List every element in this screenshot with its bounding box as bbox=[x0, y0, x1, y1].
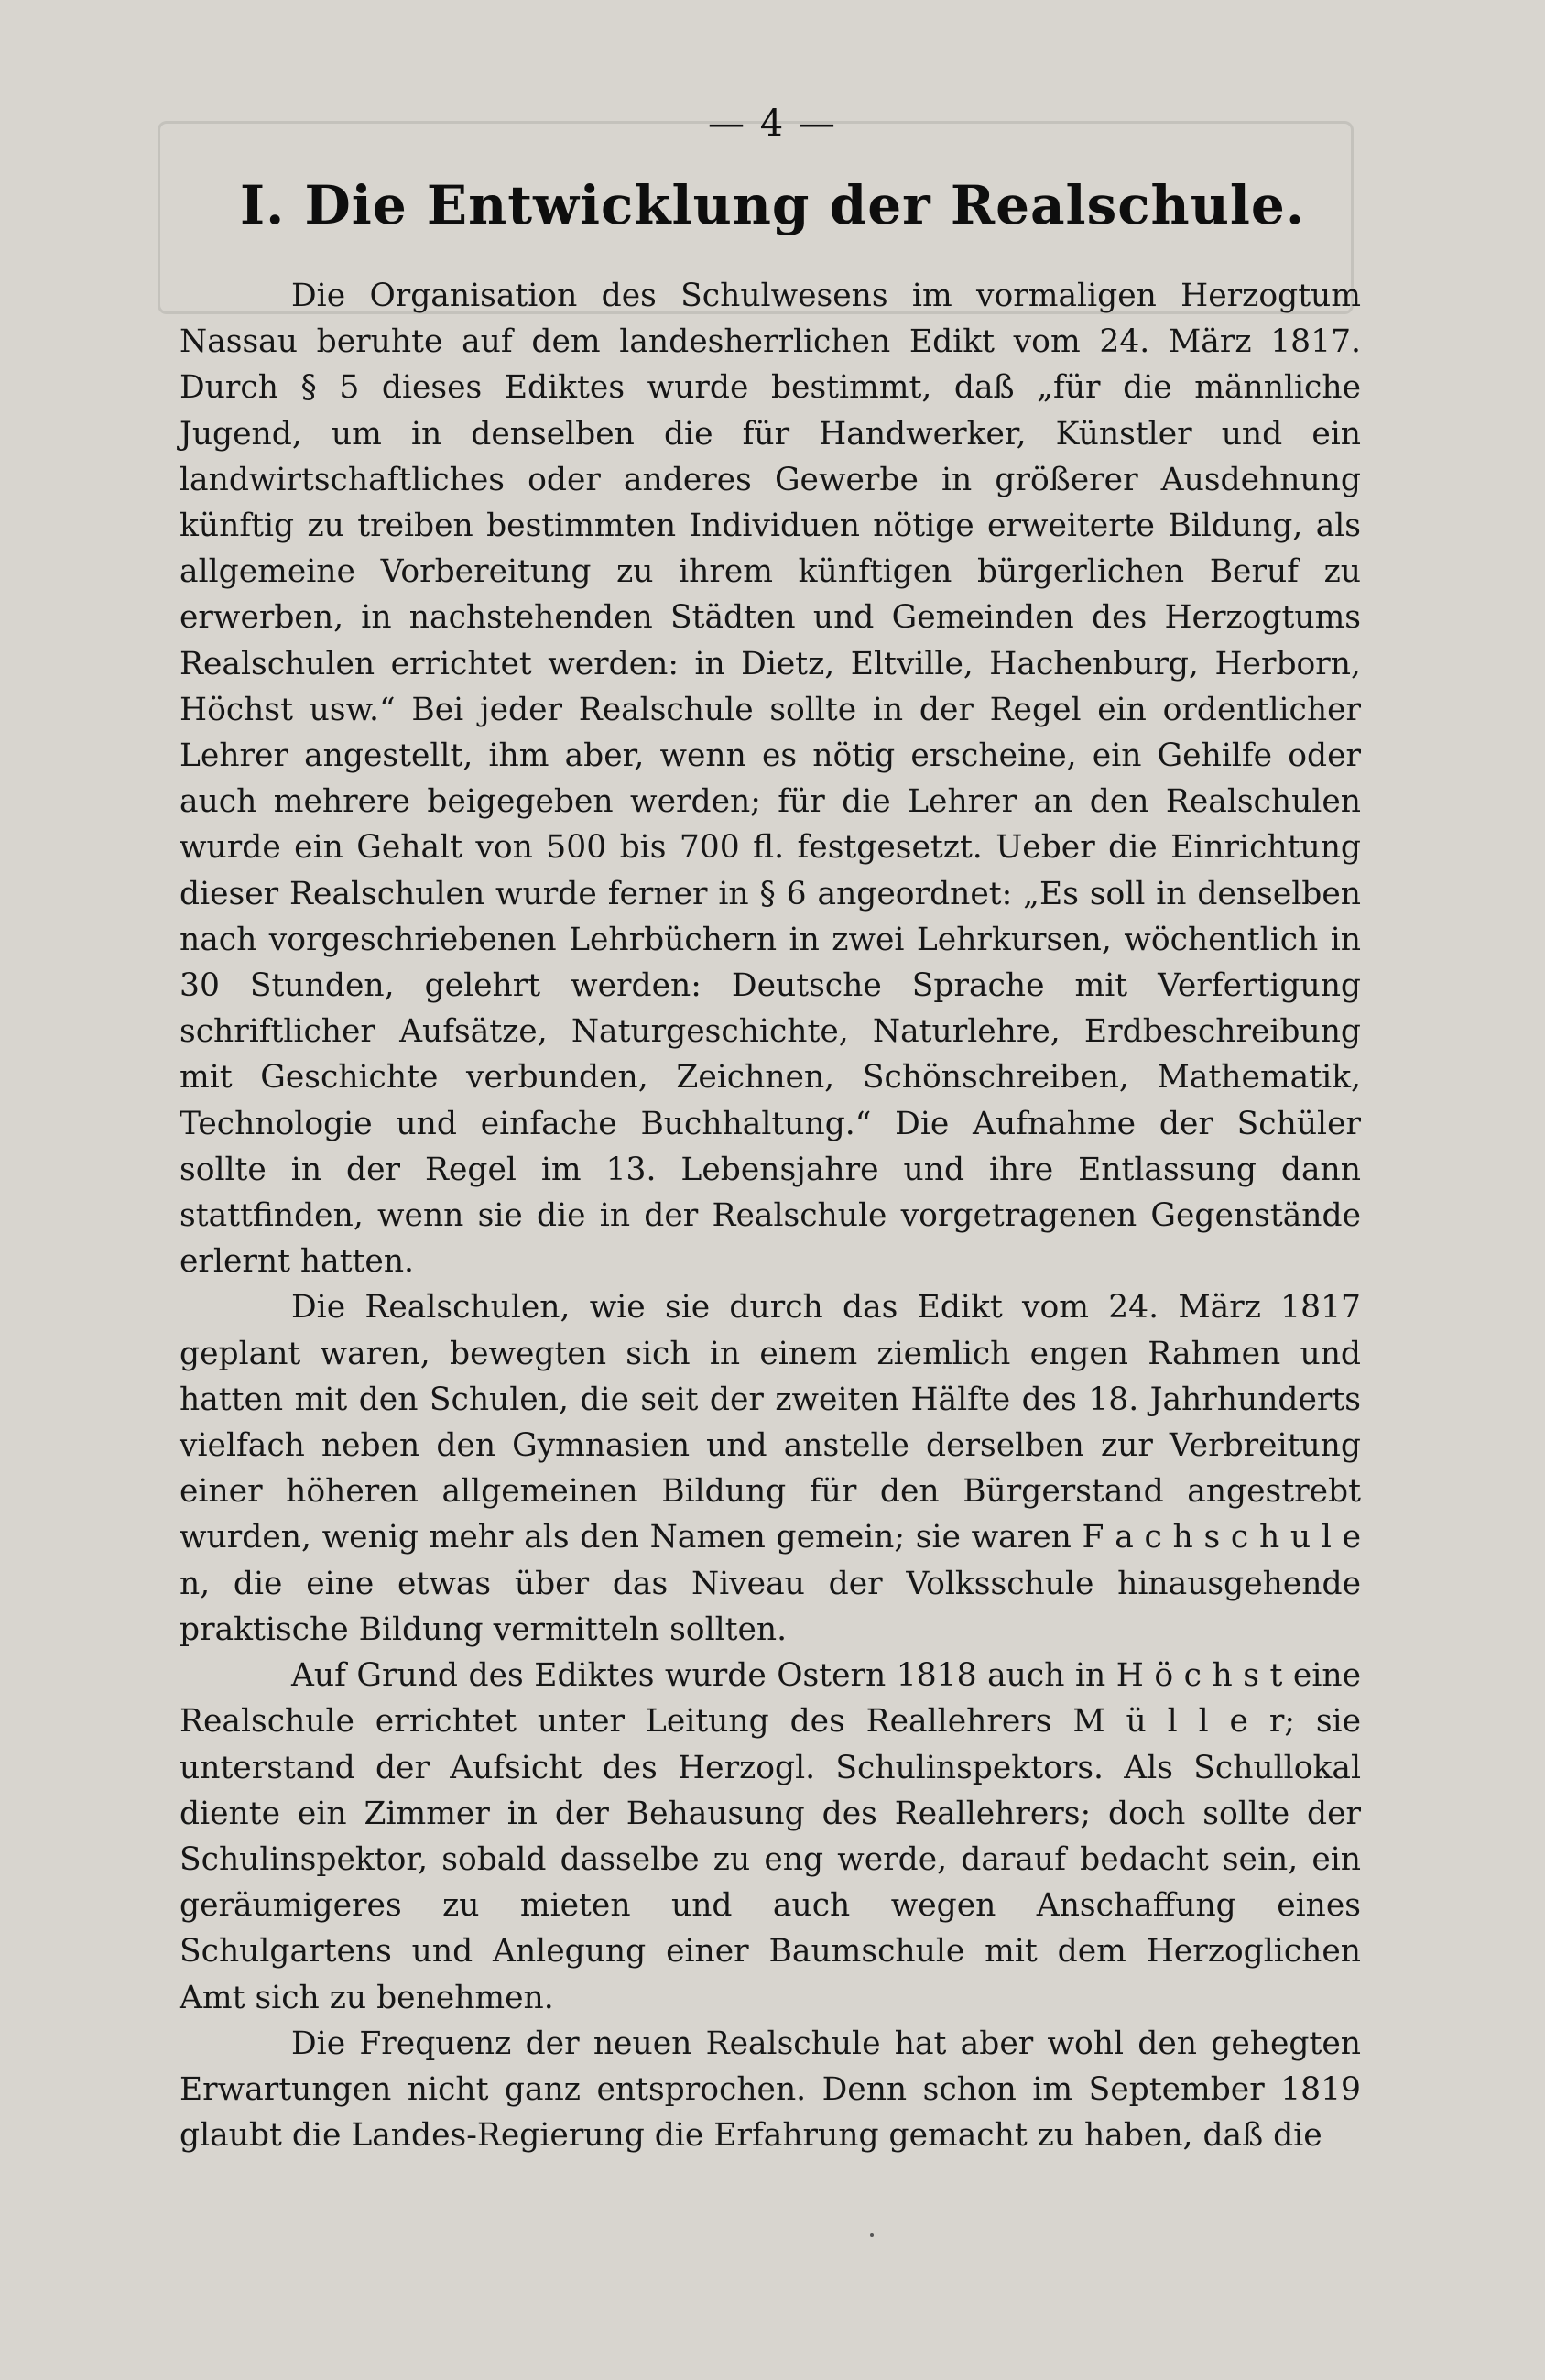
chapter-title: I. Die Entwicklung der Realschule. bbox=[239, 174, 1306, 236]
paragraph-4: Die Frequenz der neuen Realschule hat aber wohl den gehegten Erwartungen nicht ganz entsprochen. Denn schon im September 1819 glaubt die Landes-Regierung die Erfahrung gemacht zu haben, daß die bbox=[180, 2025, 1361, 2155]
paragraph-1: Die Organisation des Schulwesens im vormaligen Herzogtum Nassau beruhte auf dem landesherrlichen Edikt vom 24. März 1817. Durch § 5 dieses Ediktes wurde bestimmt, daß „für die männliche Jugend, um in denselben die für Handwerker, Künstler und ein landwirtschaftliches oder anderes Gewerbe in größerer Ausdehnung künftig zu treiben bestimmten Individuen nötige erweiterte Bildung, als allgemeine Vorbereitung zu ihrem künftigen bürgerlichen Beruf zu erwerben, in nachstehenden Städten und Gemeinden des Herzogtums Realschulen errichtet werden: in Dietz, Eltville, Hachenburg, Herborn, Höchst usw.“ Bei jeder Realschule sollte in der Regel ein ordentlicher Lehrer angestellt, ihm aber, wenn es nötig erscheine, ein Gehilfe oder auch mehrere beigegeben werden; für die Lehrer an den Realschulen wurde ein Gehalt von 500 bis 700 fl. festgesetzt. Ueber die Einrichtung dieser Realschulen wurde ferner in § 6 angeordnet: „Es soll in denselben nach vorgeschriebenen Lehrbüchern in zwei Lehrkursen, wöchentlich in 30 Stunden, gelehrt werden: Deutsche Sprache mit Verfertigung schriftlicher Aufsätze, Naturgeschichte, Naturlehre, Erdbeschreibung mit Geschichte verbunden, Zeichnen, Schönschreiben, Mathematik, Technologie und einfache Buchhaltung.“ Die Aufnahme der Schüler sollte in der Regel im 13. Lebensjahre und ihre Entlassung dann stattfinden, wenn sie die in der Realschule vorgetragenen Gegenstände erlernt hatten. bbox=[180, 278, 1361, 1281]
print-speck bbox=[870, 2233, 874, 2237]
page-number: — 4 — bbox=[708, 103, 837, 145]
body-text bbox=[180, 273, 1361, 2158]
paragraph-2: Die Realschulen, wie sie durch das Edikt vom 24. März 1817 geplant waren, bewegten sich in einem ziemlich engen Rahmen und hatten mit den Schulen, die seit der zweiten Hälfte des 18. Jahrhunderts vielfach neben den Gymnasien und anstelle derselben zur Verbreitung einer höheren allgemeinen Bildung für den Bürgerstand angestrebt wurden, wenig mehr als den Namen gemein; sie waren F a c h s c h u l e n, die eine etwas über das Niveau der Volksschule hinausgehende praktische Bildung vermitteln sollten. bbox=[180, 1289, 1361, 1648]
paragraph-3: Auf Grund des Ediktes wurde Ostern 1818 auch in H ö c h s t eine Realschule errichtet unter Leitung des Reallehrers M ü l l e r; sie unterstand der Aufsicht des Herzogl. Schulinspektors. Als Schullokal diente ein Zimmer in der Behausung des Reallehrers; doch sollte der Schulinspektor, sobald dasselbe zu eng werde, darauf bedacht sein, ein geräumigeres zu mieten und auch wegen Anschaffung eines Schulgartens und Anlegung einer Baumschule mit dem Herzoglichen Amt sich zu benehmen. bbox=[180, 1657, 1361, 2016]
